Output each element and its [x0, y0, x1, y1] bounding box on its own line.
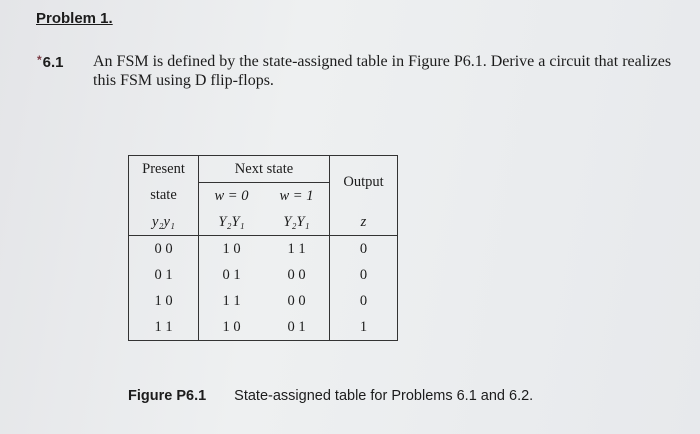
starred-marker: * — [37, 53, 42, 67]
problem-line-1: An FSM is defined by the state-assigned table in Figure P6.1. Derive a circuit that realizes — [93, 53, 672, 70]
output-header: Output — [343, 174, 384, 190]
table-row — [129, 262, 398, 288]
problem-statement — [93, 52, 683, 90]
w0-header: w = 0 — [214, 187, 249, 204]
next-vars-w1: Y₂Y₁ — [264, 209, 330, 236]
output-var: z — [330, 209, 398, 236]
figure-caption — [128, 388, 533, 404]
problem-number — [37, 53, 64, 71]
next-w1-cell: 1 1 — [264, 236, 330, 263]
present-state-cell: 0 0 — [129, 236, 199, 263]
next-w1-cell: 0 1 — [264, 314, 330, 341]
present-state-cell: 1 0 — [129, 288, 199, 314]
output-cell: 0 — [359, 266, 368, 283]
next-w0-cell: 0 1 — [222, 266, 241, 283]
w1-header: w = 1 — [264, 183, 330, 210]
present-header-1: Present — [129, 156, 199, 183]
figure-label: Figure P6.1 — [128, 388, 207, 404]
output-cell: 0 — [359, 292, 368, 309]
state-assigned-table — [128, 155, 398, 341]
next-state-header: Next state — [199, 156, 330, 183]
output-cell: 0 — [359, 240, 368, 257]
next-w0-cell: 1 0 — [222, 240, 241, 257]
next-vars-w0: Y₂Y₁ — [199, 209, 265, 236]
table-row — [129, 236, 398, 263]
next-w1-cell: 0 0 — [264, 288, 330, 314]
problem-number-value: 6.1 — [42, 54, 64, 71]
present-vars: y₂y₁ — [129, 209, 199, 236]
next-w0-cell: 1 0 — [222, 318, 241, 335]
table-row — [129, 288, 398, 314]
table-row — [129, 314, 398, 341]
problem-line-2: this FSM using D flip-flops. — [93, 72, 274, 89]
next-w1-cell: 0 0 — [264, 262, 330, 288]
present-state-cell: 1 1 — [129, 314, 199, 341]
present-state-cell: 0 1 — [129, 262, 199, 288]
figure-caption-text: State-assigned table for Problems 6.1 and 6.2. — [234, 388, 534, 404]
present-header-2: state — [129, 183, 199, 210]
problem-heading: Problem 1. — [36, 10, 113, 27]
output-cell: 1 — [359, 318, 368, 335]
next-w0-cell: 1 1 — [222, 292, 241, 309]
